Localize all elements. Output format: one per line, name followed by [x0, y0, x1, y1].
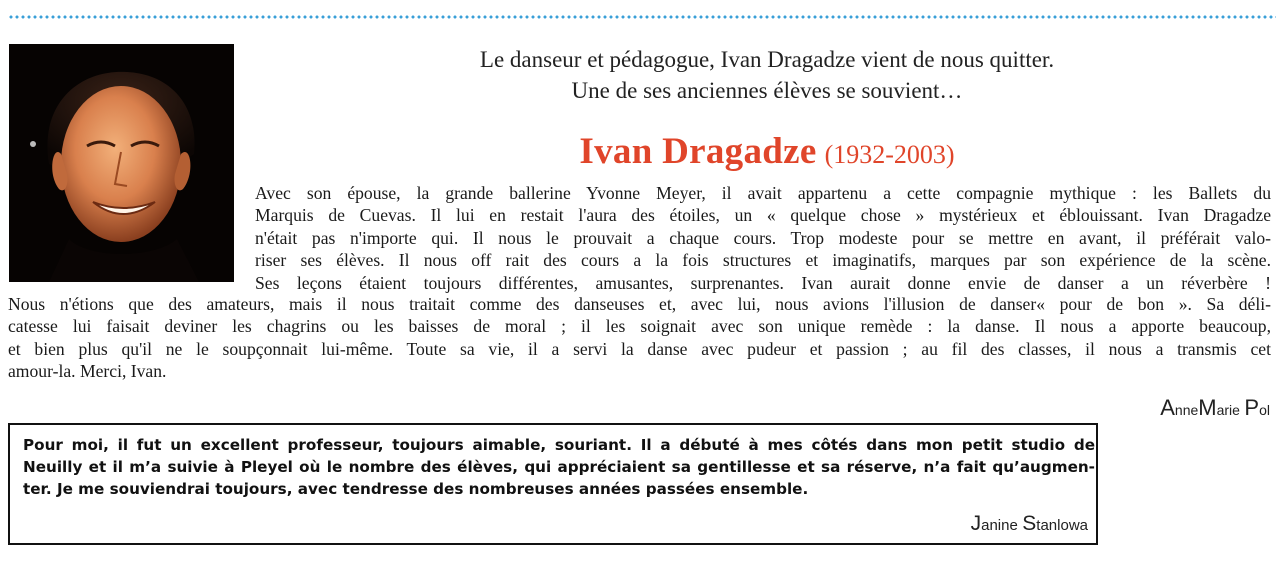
title-years: (1932-2003)	[824, 140, 955, 169]
tribute-box	[8, 423, 1098, 545]
author-initial: M	[1198, 395, 1217, 420]
article-line: Ses leçons étaient toujours différentes, amusantes, surprenantes. Ivan aurait donne envie de danser a un réverbère !	[255, 272, 1271, 293]
article-line: catesse lui faisait deviner les chagrins ou les baisses de moral ; il les soignait avec son unique remède : la danse. Il nous a apporte beaucoup,	[8, 316, 1271, 337]
author-part: arie	[1216, 402, 1240, 418]
dotted-rule	[8, 15, 1276, 19]
article-line: Marquis de Cuevas. Il lui en restait l'aura des étoiles, un « quelque chose » mystérieux et éblouissant. Ivan Dragadze	[255, 205, 1271, 226]
article-line: riser ses élèves. Il nous off rait des cours a la fois structures et imaginatifs, marques par son expérience de la scène.	[255, 250, 1271, 271]
tribute-author	[971, 512, 1088, 536]
tribute-line: ter. Je me souviendrai toujours, avec tendresse des nombreuses années passées ensemble.	[23, 480, 809, 498]
author-part: anine	[981, 517, 1018, 534]
author-initial: S	[1022, 512, 1037, 535]
tribute-line: Pour moi, il fut un excellent professeur, toujours aimable, souriant. Il a débuté à mes côtés dans mon petit studio de	[23, 436, 1095, 454]
title-name: Ivan Dragadze	[579, 131, 817, 172]
article-line: n'était pas n'importe qui. Il nous le prouvait a chaque cours. Trop modeste pour se mettre en avant, il préférait valo-	[255, 227, 1271, 248]
article-line: Nous n'étions que des amateurs, mais il nous traitait comme des danseuses et, avec lui, nous avions l'illusion de danser« pour de bon ». Sa déli-	[8, 294, 1271, 314]
article-author	[1160, 395, 1270, 421]
intro-line-1: Le danseur et pédagogue, Ivan Dragadze vient de nous quitter.	[479, 47, 1055, 72]
intro	[292, 44, 1242, 106]
intro-line-2: Une de ses anciennes élèves se souvient…	[571, 78, 963, 103]
tribute-text	[23, 434, 1095, 500]
portrait-photo	[9, 44, 234, 282]
article-body-top	[255, 182, 1271, 294]
tribute-line: Neuilly et il m’a suivie à Pleyel où le nombre des élèves, qui appréciaient sa gentillesse et sa réserve, n’a fait qu’augmen-	[23, 458, 1095, 476]
article-line: amour-la. Merci, Ivan.	[8, 361, 167, 382]
author-part: tanlowa	[1036, 517, 1088, 534]
author-initial: P	[1244, 395, 1260, 420]
author-initial: A	[1160, 395, 1175, 420]
article-title	[292, 130, 1242, 173]
author-part: nne	[1174, 402, 1199, 418]
article-body-bottom	[8, 293, 1271, 383]
author-initial: J	[970, 512, 982, 535]
portrait-image	[9, 44, 234, 282]
article-line: et bien plus qu'il ne le soupçonnait lui-même. Toute sa vie, il a servi la danse avec pudeur et passion ; au fil des classes, il nous a transmis cet	[8, 338, 1271, 359]
author-part: ol	[1259, 402, 1270, 418]
article-line: Avec son épouse, la grande ballerine Yvonne Meyer, il avait appartenu a cette compagnie mythique : les Ballets du	[255, 183, 1271, 203]
